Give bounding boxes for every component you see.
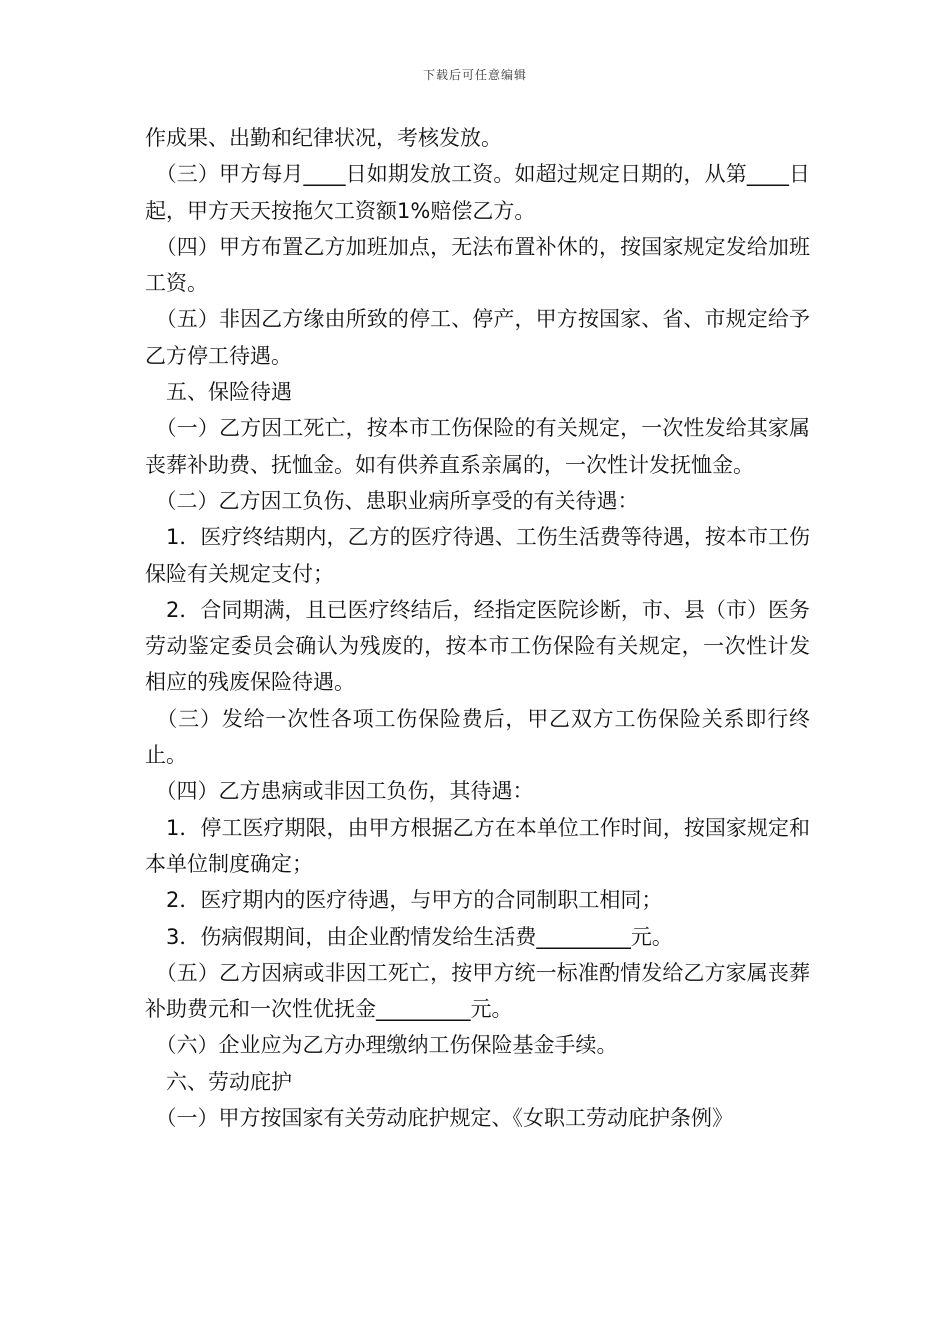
paragraph-overtime-pay: （四）甲方布置乙方加班加点，无法布置补休的，按国家规定发给加班工资。 [145, 234, 810, 296]
paragraph-insurance-fund: （六）企业应为乙方办理缴纳工伤保险基金手续。 [145, 1033, 618, 1058]
list-item-contract-expiry: 2．合同期满，且已医疗终结后，经指定医院诊断，市、县（市）医务劳动鉴定委员会确认为残废的，按本市工伤保险有关规定，一次性计发相应的残废保险待遇。 [145, 597, 810, 695]
paragraph-illness-benefits: （四）乙方患病或非因工负伤，其待遇： [145, 779, 534, 804]
section-heading-insurance: 五、保险待遇 [145, 380, 292, 405]
list-item-sick-leave-allowance: 3．伤病假期间，由企业酌情发给生活费_________元。 [145, 924, 673, 949]
list-item-medical-treatment: 2．医疗期内的医疗待遇，与甲方的合同制职工相同； [145, 888, 663, 913]
document-body [145, 120, 810, 1136]
list-item-medical-leave-period: 1．停工医疗期限，由甲方根据乙方在本单位工作时间，按国家规定和本单位制度确定； [145, 815, 810, 876]
list-item-medical-termination: 1．医疗终结期内，乙方的医疗待遇、工伤生活费等待遇，按本市工伤保险有关规定支付； [145, 525, 810, 586]
paragraph-work-death: （一）乙方因工死亡，按本市工伤保险的有关规定，一次性发给其家属丧葬补助费、抚恤金。如有供养直系亲属的，一次性计发抚恤金。 [145, 416, 810, 477]
paragraph-salary-payment-date: （三）甲方每月____日如期发放工资。如超过规定日期的，从第____日起，甲方天天按拖欠工资额1%赔偿乙方。 [145, 162, 810, 223]
paragraph-labor-protection-rules: （一）甲方按国家有关劳动庇护规定、《女职工劳动庇护条例》 [145, 1106, 733, 1131]
paragraph-work-stoppage: （五）非因乙方缘由所致的停工、停产，甲方按国家、省、市规定给予乙方停工待遇。 [145, 307, 810, 368]
page-header-note: 下载后可任意编辑 [422, 68, 527, 82]
paragraph-insurance-termination: （三）发给一次性各项工伤保险费后，甲乙双方工伤保险关系即行终止。 [145, 706, 810, 768]
section-heading-labor-protection: 六、劳动庇护 [145, 1069, 292, 1094]
paragraph-work-injury: （二）乙方因工负伤、患职业病所享受的有关待遇： [145, 488, 639, 513]
paragraph-work-results: 作成果、出勤和纪律状况，考核发放。 [145, 126, 502, 150]
paragraph-non-work-death: （五）乙方因病或非因工死亡，按甲方统一标准酌情发给乙方家属丧葬补助费元和一次性优抚金_________元。 [145, 960, 810, 1022]
